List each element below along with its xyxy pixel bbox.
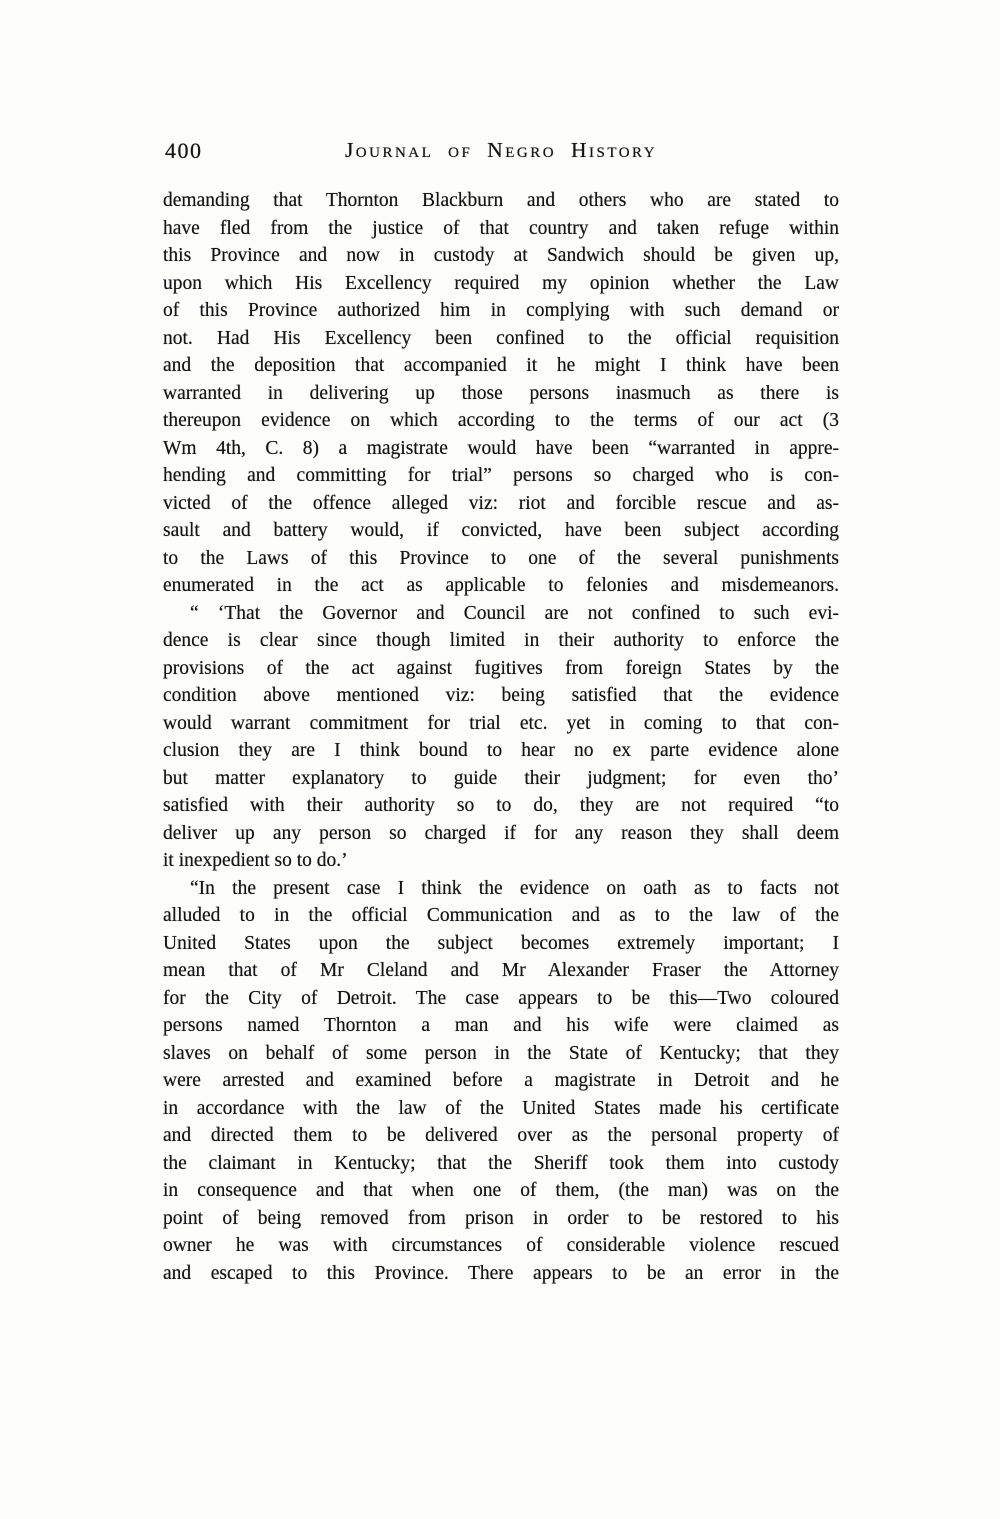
text-line: not. Had His Excellency been confined to the official requisition [163, 327, 839, 349]
text-line: hending and committing for trial” persons so charged who is con- [163, 465, 839, 486]
text-line: in consequence and that when one of them, (the man) was on the [163, 1180, 839, 1201]
text-line: persons named Thornton a man and his wife were claimed as [163, 1015, 839, 1036]
text-line: United States upon the subject becomes extremely important; I [163, 932, 839, 954]
text-line: sault and battery would, if convicted, have been subject according [163, 520, 839, 541]
text-line: condition above mentioned viz: being satisfied that the evidence [163, 685, 839, 706]
text-line: demanding that Thornton Blackburn and others who are stated to [163, 190, 839, 211]
text-line: alluded to in the official Communication and as to the law of the [163, 905, 839, 926]
text-line: clusion they are I think bound to hear no ex parte evidence alone [163, 740, 839, 761]
page-number: 400 [165, 138, 203, 163]
text-line: mean that of Mr Cleland and Mr Alexander Fraser the Attorney [163, 960, 839, 981]
text-line: dence is clear since though limited in their authority to enforce the [163, 630, 839, 651]
text-line: for the City of Detroit. The case appears to be this—Two coloured [163, 987, 839, 1009]
text-line: provisions of the act against fugitives from foreign States by the [163, 657, 839, 679]
text-line: have fled from the justice of that country and taken refuge within [163, 217, 839, 239]
text-line: of this Province authorized him in complying with such demand or [163, 300, 839, 321]
paragraph [163, 600, 839, 875]
text-line: would warrant commitment for trial etc. yet in coming to that con- [163, 712, 839, 734]
text-block [163, 138, 839, 1287]
running-title: Journal of Negro History [344, 138, 658, 162]
text-line: thereupon evidence on which according to the terms of our act (3 [163, 410, 839, 431]
text-line: to the Laws of this Province to one of the several punishments [163, 547, 839, 569]
text-line: point of being removed from prison in order to be restored to his [163, 1207, 839, 1229]
text-line: Wm 4th, C. 8) a magistrate would have been “warranted in appre- [163, 437, 839, 459]
page-header [163, 138, 839, 165]
text-line: but matter explanatory to guide their judgment; for even tho’ [163, 767, 839, 789]
text-line: enumerated in the act as applicable to felonies and misdemeanors. [163, 575, 839, 596]
text-line: deliver up any person so charged if for any reason they shall deem [163, 822, 839, 844]
paragraph [163, 187, 839, 600]
text-line: and directed them to be delivered over as the personal property of [163, 1125, 839, 1146]
text-line: owner he was with circumstances of considerable violence rescued [163, 1235, 839, 1256]
page-body [163, 187, 839, 1287]
text-line: warranted in delivering up those persons inasmuch as there is [163, 382, 839, 404]
text-line: and the deposition that accompanied it he might I think have been [163, 355, 839, 376]
text-line: slaves on behalf of some person in the State of Kentucky; that they [163, 1042, 839, 1064]
text-line: in accordance with the law of the United States made his certificate [163, 1097, 839, 1119]
text-line: it inexpedient so to do.’ [163, 850, 348, 871]
text-line: satisfied with their authority so to do, they are not required “to [163, 795, 839, 816]
text-line: and escaped to this Province. There appears to be an error in the [163, 1262, 839, 1284]
text-line: “In the present case I think the evidence on oath as to facts not [190, 877, 839, 899]
text-line: victed of the offence alleged viz: riot and forcible rescue and as- [163, 492, 839, 514]
paragraph [163, 875, 839, 1288]
text-line: the claimant in Kentucky; that the Sheriff took them into custody [163, 1152, 839, 1174]
text-line: upon which His Excellency required my opinion whether the Law [163, 272, 839, 294]
text-line: this Province and now in custody at Sandwich should be given up, [163, 245, 839, 266]
text-line: were arrested and examined before a magistrate in Detroit and he [163, 1070, 839, 1091]
text-line: “ ‘That the Governor and Council are not confined to such evi- [190, 602, 839, 624]
